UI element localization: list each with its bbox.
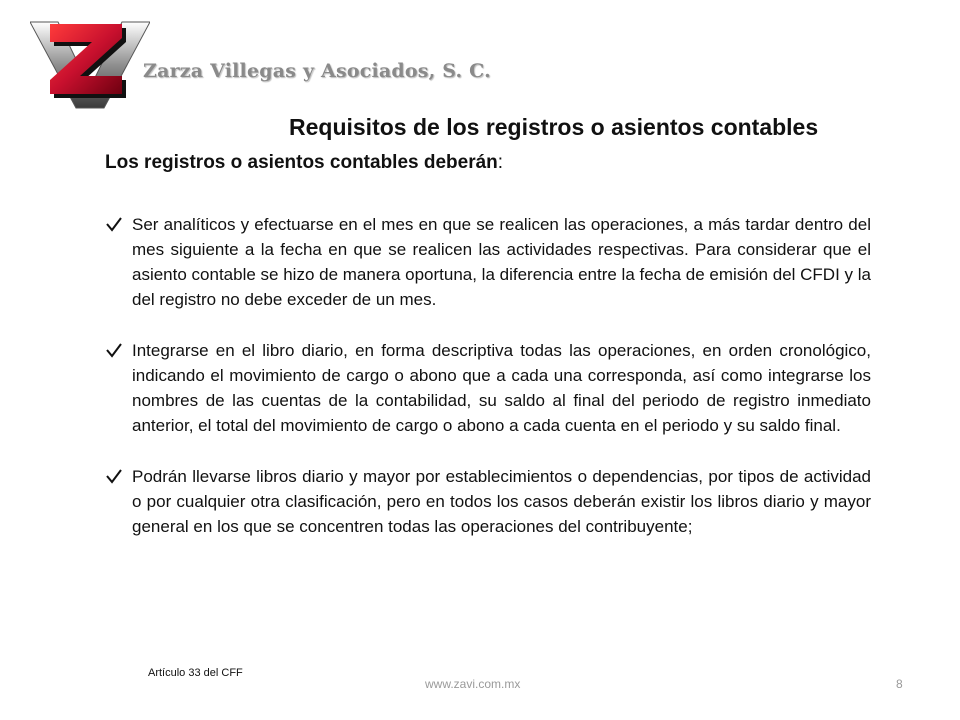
checkmark-icon (105, 215, 123, 233)
list-item-text: Ser analíticos y efectuarse en el mes en que se realicen las operaciones, a más tardar dentro del mes siguiente a la fecha en que se realicen las actividades respectivas. Para considerar que el asiento contable se hizo de manera oportuna, la diferencia entre la fecha de emisión del CFDI y la del registro no debe exceder de un mes. (132, 215, 871, 309)
subtitle-bold-text: Los registros o asientos contables deberán (105, 152, 498, 173)
page-number: 8 (896, 677, 903, 691)
checkmark-icon (105, 341, 123, 359)
list-item (105, 464, 871, 539)
zavi-logo-mark (30, 18, 150, 110)
list-item-text: Integrarse en el libro diario, en forma descriptiva todas las operaciones, en orden cronológico, indicando el movimiento de cargo o abono que a cada una corresponda, así como integrarse los nombres de las cuentas de la contabilidad, su saldo al final del periodo de registro inmediato anterior, el total del movimiento de cargo o abono a cada cuenta en el periodo y su saldo final. (132, 341, 871, 435)
requirements-list (105, 212, 871, 565)
zavi-logo (30, 18, 150, 110)
slide-title: Requisitos de los registros o asientos contables (289, 114, 819, 140)
firm-name: Zarza Villegas y Asociados, S. C. (143, 60, 491, 82)
subtitle-suffix: : (497, 152, 504, 173)
checkmark-icon (105, 467, 123, 485)
slide-subtitle (105, 152, 503, 174)
list-item (105, 338, 871, 438)
list-item-text: Podrán llevarse libros diario y mayor por establecimientos o dependencias, por tipos de actividad o por cualquier otra clasificación, pero en todos los casos deberán existir los libros diario y mayor general en los que se concentren todas las operaciones del contribuyente; (132, 467, 871, 536)
footer-url: www.zavi.com.mx (425, 677, 521, 691)
source-note: Artículo 33 del CFF (148, 667, 243, 679)
list-item (105, 212, 871, 312)
